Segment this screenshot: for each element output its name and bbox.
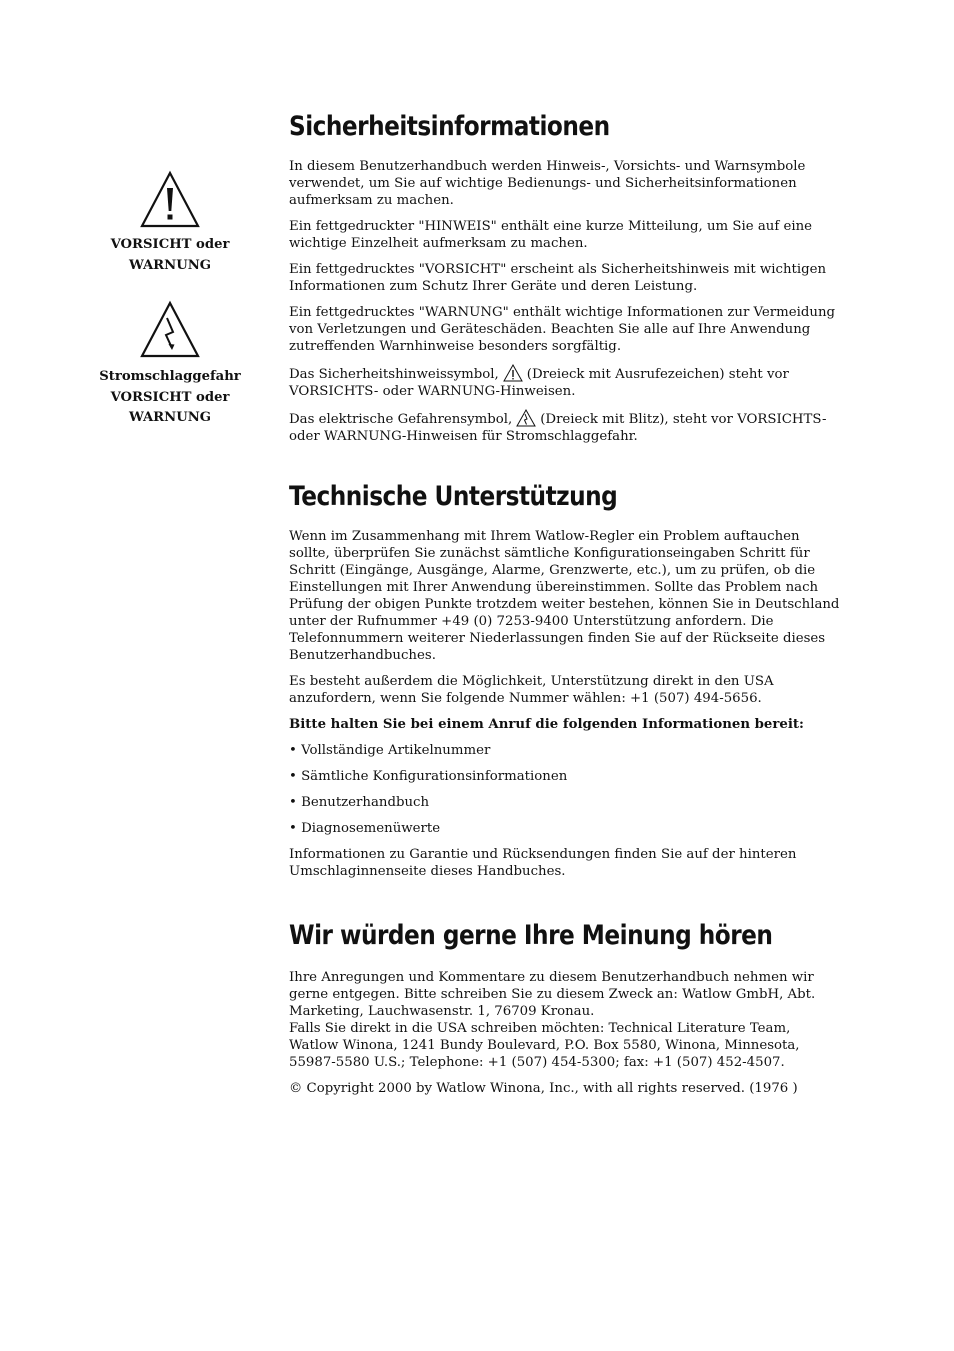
safety-paragraph-4: Ein fettgedrucktes "WARNUNG" enthält wichtige Informationen zur Vermeidung von Verletzungen und Geräteschäden. Beachten Sie alle auf Ihre Anwendung zutreffenden Warnhinweise besonders sorgfältig. bbox=[289, 305, 836, 354]
safety-p5-after: (Dreieck mit Ausrufezeichen) steht vor VORSICHTS- oder WARNUNG-Hinweisen. bbox=[289, 367, 789, 399]
sidebar-caution bbox=[90, 170, 250, 276]
warning-triangle-exclamation-icon bbox=[139, 170, 201, 228]
shock-label-line2: VORSICHT oder bbox=[110, 389, 230, 405]
safety-p6-before: Das elektrische Gefahrensymbol, bbox=[289, 412, 513, 427]
safety-p6-after: (Dreieck mit Blitz), steht vor VORSICHTS- oder WARNUNG-Hinweisen für Stromschlaggefahr. bbox=[289, 412, 827, 444]
support-paragraph-2: Es besteht außerdem die Möglichkeit, Unterstützung direkt in den USA anzufordern, wenn Sie folgende Nummer wählen: +1 (507) 494-5656. bbox=[289, 674, 774, 706]
safety-paragraph-3: Ein fettgedrucktes "VORSICHT" erscheint als Sicherheitshinweis mit wichtigen Informationen zum Schutz Ihrer Geräte und deren Leistung. bbox=[289, 262, 827, 294]
shock-label-line3: WARNUNG bbox=[128, 410, 212, 425]
support-paragraph-3: Bitte halten Sie bei einem Anruf die folgenden Informationen bereit: bbox=[289, 717, 804, 732]
support-paragraph-4: Informationen zu Garantie und Rücksendungen finden Sie auf der hinteren Umschlaginnenseite dieses Handbuches. bbox=[289, 847, 797, 879]
feedback-paragraph-1 bbox=[289, 969, 841, 1071]
feedback-section bbox=[289, 920, 841, 1106]
inline-exclamation-triangle-icon bbox=[503, 364, 523, 382]
copyright-text: © Copyright 2000 by Watlow Winona, Inc., with all rights reserved. (1976 ) bbox=[289, 1081, 798, 1096]
feedback-p1a: Ihre Anregungen und Kommentare zu diesem Benutzerhandbuch nehmen wir gerne entgegen. Bitte schreiben Sie zu diesem Zweck an: Watlow GmbH, Abt. Marketing, Lauchwasenstr. 1, 76709 Kronau. bbox=[289, 970, 816, 1019]
support-section bbox=[289, 481, 841, 889]
sidebar-shock bbox=[90, 300, 250, 429]
feedback-heading: Wir würden gerne Ihre Meinung hören bbox=[289, 920, 773, 951]
shock-label-line1: Stromschlaggefahr bbox=[99, 369, 241, 384]
support-paragraph-1: Wenn im Zusammenhang mit Ihrem Watlow-Regler ein Problem auftauchen sollte, überprüfen Sie zunächst sämtliche Konfigurationseingaben Schritt für Schritt (Eingänge, Ausgänge, Alarme, Grenzwerte, etc.), um zu prüfen, ob die Einstellungen mit Ihrer Anwendung übereinstimmen. Sollte das Problem nach Prüfung der obigen Punkte trotzdem weiter bestehen, können Sie in Deutschland unter der Rufnummer +49 (0) 7253-9400 Unterstützung anfordern. Die Telefonnummern weiterer Niederlassungen finden Sie auf der Rückseite dieses Benutzerhandbuches. bbox=[289, 529, 840, 663]
safety-paragraph-6 bbox=[289, 409, 841, 445]
inline-lightning-triangle-icon bbox=[516, 409, 536, 427]
safety-paragraph-2: Ein fettgedruckter "HINWEIS" enthält eine kurze Mitteilung, um Sie auf eine wichtige Einzelheit aufmerksam zu machen. bbox=[289, 219, 813, 251]
caution-label-line2: WARNUNG bbox=[128, 257, 212, 273]
safety-heading: Sicherheitsinformationen bbox=[289, 111, 610, 142]
support-list-item-4: • Diagnosemenüwerte bbox=[289, 821, 441, 836]
support-list-item-1: • Vollständige Artikelnummer bbox=[289, 743, 491, 758]
safety-paragraph-5 bbox=[289, 364, 841, 400]
feedback-p1b: Falls Sie direkt in die USA schreiben möchten: Technical Literature Team, Watlow Winona, 1241 Bundy Boulevard, P.O. Box 5580, Winona, Minnesota, 55987-5580 U.S.; Telephone: +1 (507) 454-5300; fax: +1 (507) 452-4507. bbox=[289, 1021, 800, 1070]
safety-p5-before: Das Sicherheitshinweissymbol, bbox=[289, 367, 499, 382]
safety-section bbox=[289, 111, 841, 454]
safety-paragraph-1: In diesem Benutzerhandbuch werden Hinweis-, Vorsichts- und Warnsymbole verwendet, um Sie auf wichtige Bedienungs- und Sicherheitsinformationen aufmerksam zu machen. bbox=[289, 159, 806, 208]
support-list-item-2: • Sämtliche Konfigurationsinformationen bbox=[289, 769, 568, 784]
support-list-item-3: • Benutzerhandbuch bbox=[289, 795, 430, 810]
caution-label-line1: VORSICHT oder bbox=[110, 237, 230, 252]
support-heading: Technische Unterstützung bbox=[289, 481, 618, 512]
warning-triangle-lightning-icon bbox=[139, 300, 201, 358]
